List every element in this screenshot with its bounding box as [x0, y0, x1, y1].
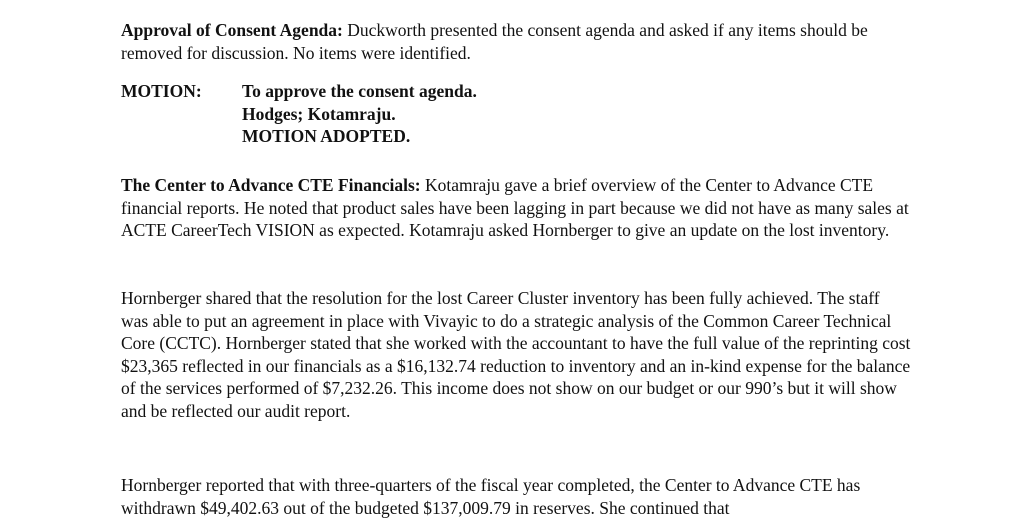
motion-text: To approve the consent agenda. [242, 81, 477, 101]
consent-agenda-paragraph [121, 19, 911, 64]
motion-label: MOTION: [121, 81, 202, 101]
motion-movers: Hodges; Kotamraju. [242, 103, 396, 124]
inventory-paragraph: Hornberger shared that the resolution for the lost Career Cluster inventory has been fully achieved. The staff was able to put an agreement in place with Vivayic to do a strategic analysis of the Common Career Technical Core (CCTC). Hornberger stated that she worked with the accountant to have the full value of the reprinting cost $23,365 reflected in our financials as a $16,132.74 reduction to inventory and an in-kind expense for the balance of the services performed of $7,232.26. This income does not show on our budget or our 990’s but it will show and be reflected our audit report. [121, 288, 911, 421]
consent-agenda-body: Duckworth presented the consent agenda and asked if any items should be removed for discussion. No items were identified. [121, 20, 868, 63]
motion-result: MOTION ADOPTED. [242, 126, 411, 146]
financials-body: Kotamraju gave a brief overview of the Center to Advance CTE financial reports. He noted that product sales have been lagging in part because we did not have as many sales at ACTE CareerTech VISION as expected. Kotamraju asked Hornberger to give an update on the lost inventory. [121, 175, 909, 240]
financials-heading: The Center to Advance CTE Financials: [121, 175, 421, 195]
motion-block [121, 80, 911, 148]
financials-paragraph [121, 174, 911, 242]
consent-agenda-heading: Approval of Consent Agenda: [121, 20, 343, 40]
reserves-paragraph: Hornberger reported that with three-quarters of the fiscal year completed, the Center to Advance CTE has withdrawn $49,402.63 out of the budgeted $137,009.79 in reserves. She continued that [121, 475, 861, 518]
